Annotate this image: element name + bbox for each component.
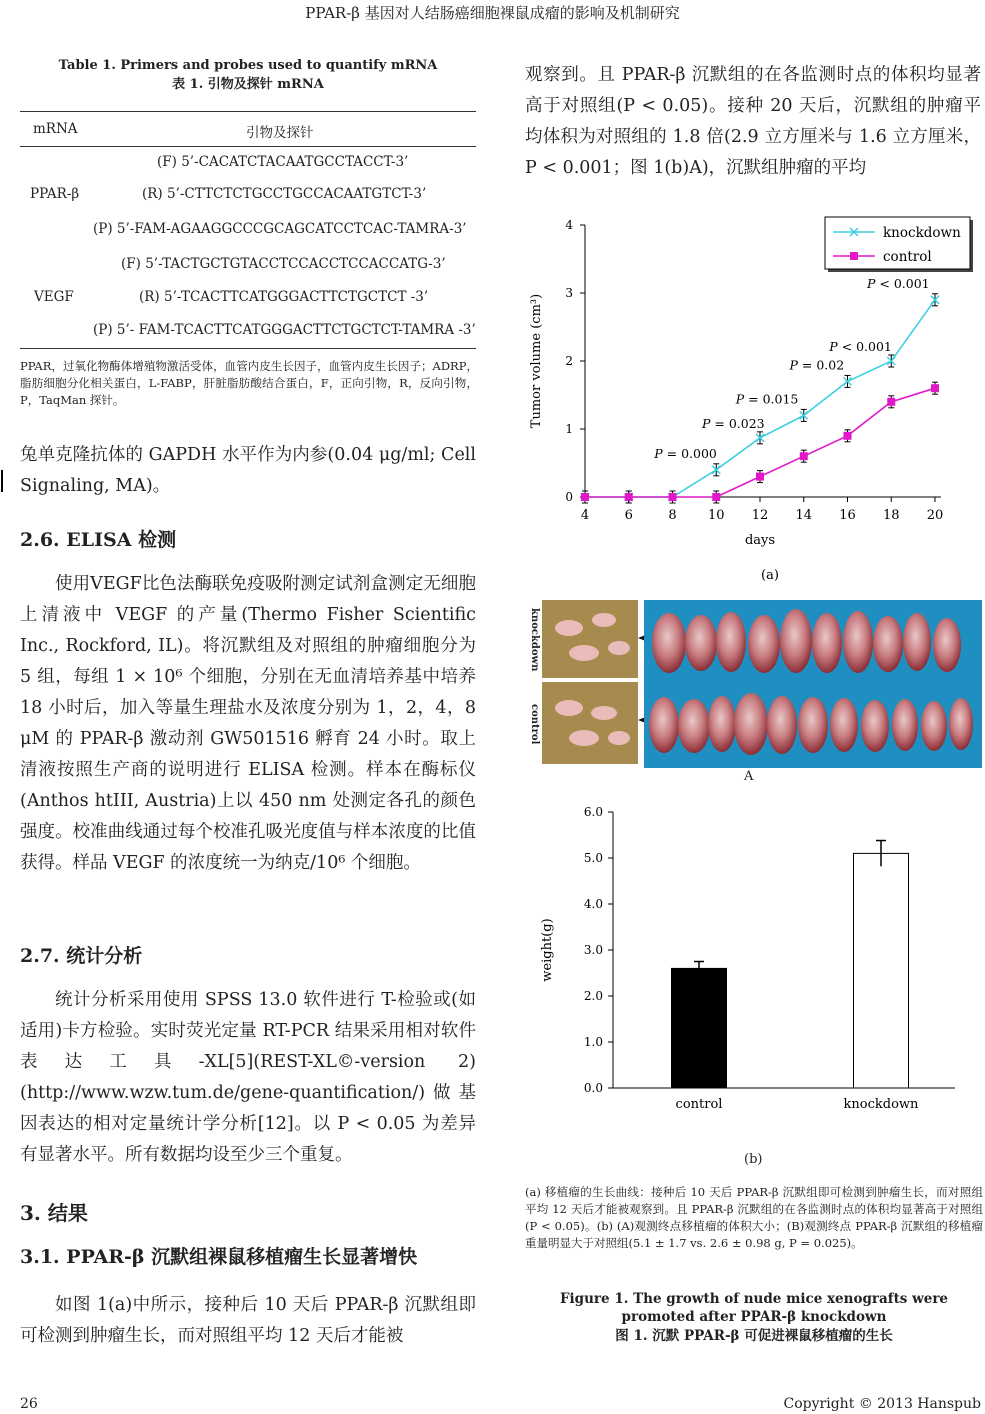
tumor xyxy=(678,699,710,753)
tumor xyxy=(949,698,973,750)
tumor xyxy=(830,698,858,752)
tumor xyxy=(780,609,812,673)
x-category-label: knockdown xyxy=(843,1097,919,1112)
panel-label: (a) xyxy=(761,568,779,583)
data-point-control xyxy=(756,473,764,481)
mice-cage-knockdown xyxy=(542,600,638,678)
tumor xyxy=(892,699,918,751)
x-axis-title: days xyxy=(744,533,776,548)
tumor xyxy=(903,613,931,671)
figure-caption-en: Figure 1. The growth of nude mice xenografts were promoted after PPAR-β knockdown xyxy=(559,1291,949,1325)
photo-label-knockdown: knockdown xyxy=(529,608,540,672)
y-tick-label: 1 xyxy=(565,422,573,436)
tumor xyxy=(798,697,828,753)
y-tick-label: 3 xyxy=(565,286,573,300)
y-tick-label: 5.0 xyxy=(583,851,603,865)
tumor xyxy=(861,700,889,752)
table-cell: (P) 5’-FAM-AGAAGGCCCGCAGCATCCTCAC-TAMRA-3’ xyxy=(93,221,467,237)
tumor xyxy=(716,612,746,672)
x-tick-label: 20 xyxy=(926,508,944,523)
page-number: 26 xyxy=(20,1396,38,1412)
mice-cage-control xyxy=(542,682,638,764)
paragraph-elisa: 使用VEGF比色法酶联免疫吸附测定试剂盒测定无细胞上清液中 VEGF 的产量(Thermo Fisher Scientific Inc., Rockford, IL)。将沉默组及对照组的肿瘤细胞分为 5 组，每组 1 × 10⁶ 个细胞，分别在无血清培养基中培养 18 小时后，加入等量生理盐水及浓度分别为 1，2，4，8 μM 的 PPAR-β 激动剂 GW501516 孵育 24 小时。取上清液按照生产商的说明进行 ELISA 检测。样本在酶标仪(Anthos htIII, Austria)上以 450 nm 处测定各孔的颜色强度。校准曲线通过每个校准孔吸光度值与样本浓度的比值获得。样品 VEGF 的浓度统一为纳克/10⁶ 个细胞。 xyxy=(20,574,476,873)
p-value-annotation: P = 0.023 xyxy=(702,415,765,431)
x-tick-label: 16 xyxy=(839,508,856,523)
legend-label: control xyxy=(883,249,932,265)
table-bottom-rule xyxy=(20,348,476,349)
data-point-control xyxy=(669,493,677,501)
y-tick-label: 6.0 xyxy=(583,805,603,819)
bar-knockdown xyxy=(854,853,909,1088)
data-point-control xyxy=(712,493,720,501)
table-top-rule xyxy=(20,111,476,112)
line-chart-series xyxy=(581,276,939,503)
figure-b-label: (b) xyxy=(744,1152,763,1167)
x-category-label: control xyxy=(675,1097,723,1112)
paragraph-results-cont: 观察到。且 PPAR-β 沉默组的在各监测时点的体积均显著高于对照组(P < 0.05)。接种 20 天后，沉默组的肿瘤平均体积为对照组的 1.8 倍(2.9 立方厘米与 1.6 立方厘米，P < 0.001；图 1(b)A)，沉默组肿瘤的平均 xyxy=(525,65,981,178)
x-tick-label: 14 xyxy=(795,508,813,523)
y-axis-title: Tumor volume (cm³) xyxy=(529,293,544,429)
x-tick-label: 4 xyxy=(580,508,590,523)
table-gene-name: PPAR-β xyxy=(30,186,80,202)
tumor xyxy=(652,613,686,673)
table-header-rule xyxy=(20,146,476,147)
table-cell: (P) 5’- FAM-TCACTTCATGGGACTTCTGCTCT-TAMRA -3’ xyxy=(93,322,476,338)
tumor xyxy=(921,701,947,751)
bar-chart-bars xyxy=(672,841,909,1088)
bar-control xyxy=(672,968,727,1088)
tumor xyxy=(812,613,842,673)
y-tick-label: 0.0 xyxy=(583,1081,603,1095)
table-cell: (F) 5’-CACATCTACAATGCCTACCT-3’ xyxy=(157,154,409,170)
line-chart-legend xyxy=(825,217,973,272)
data-point-control xyxy=(887,398,895,406)
x-tick-label: 18 xyxy=(882,508,900,523)
table-caption-zh: 表 1. 引物及探针 mRNA xyxy=(172,77,324,92)
tumor xyxy=(649,697,679,753)
tumor xyxy=(685,615,717,671)
tumor xyxy=(933,618,961,672)
y-tick-label: 2.0 xyxy=(583,989,603,1003)
table-footnote: PPAR，过氧化物酶体增殖物激活受体，血管内皮生长因子，血管内皮生长因子；ADRP，脂肪细胞分化相关蛋白，L-FABP，肝脏脂肪酸结合蛋白，F，正向引物，R，反向引物，P，TaqMan 探针。 xyxy=(20,359,478,407)
p-value-annotation: P = 0.000 xyxy=(654,445,717,461)
x-tick-label: 6 xyxy=(624,508,633,523)
data-point-control xyxy=(800,452,808,460)
x-tick-label: 10 xyxy=(707,508,725,523)
p-value-annotation: P = 0.015 xyxy=(735,391,799,407)
y-tick-label: 4 xyxy=(565,218,573,232)
tumor xyxy=(708,696,736,752)
table-caption-en: Table 1. Primers and probes used to quantify mRNA xyxy=(58,58,438,73)
section-heading-3: 3. 结果 xyxy=(20,1201,88,1225)
x-tick-label: 12 xyxy=(751,508,769,523)
section-heading-2-6: 2.6. ELISA 检测 xyxy=(20,529,177,551)
photo-panel-label: A xyxy=(744,769,754,784)
data-point-control xyxy=(625,493,633,501)
figure-caption-detail: (a) 移植瘤的生长曲线：接种后 10 天后 PPAR-β 沉默组即可检测到肿瘤生长，而对照组平均 12 天后才能被观察到。且 PPAR-β 沉默组的在各监测时点的体积均显著高于对照组(P < 0.05)。(b) (A)观测终点移植瘤的体积大小；(B)观测终点 PPAR-β 沉默组的移植瘤重量明显大于对照组(5.1 ± 1.7 vs. 2.6 ± 0.98 g, P = 0.025)。 xyxy=(525,1185,983,1250)
y-tick-label: 0 xyxy=(565,490,573,504)
tumor-weight-chart xyxy=(525,795,980,1145)
xenograft-photo-graphic xyxy=(524,598,984,770)
data-point-control xyxy=(581,493,589,501)
tumor xyxy=(748,615,780,673)
paragraph-results: 如图 1(a)中所示，接种后 10 天后 PPAR-β 沉默组即可检测到肿瘤生长，而对照组平均 12 天后才能被 xyxy=(20,1295,476,1346)
photo-label-control: control xyxy=(529,704,540,745)
table-header-mrna: mRNA xyxy=(33,121,78,137)
footer-copyright: Copyright © 2013 Hanspub xyxy=(783,1396,981,1412)
paragraph-gapdh: 兔单克隆抗体的 GAPDH 水平作为内参(0.04 μg/ml; Cell Signaling, MA)。 xyxy=(20,445,476,496)
growth-curve-chart xyxy=(525,210,980,600)
tumor xyxy=(767,696,797,754)
change-bar xyxy=(1,470,3,492)
table-cell: (R) 5’-CTTCTCTGCCTGCCACAATGTCT-3’ xyxy=(142,186,427,202)
p-value-annotation: P < 0.001 xyxy=(829,339,892,354)
y-axis-title: weight(g) xyxy=(540,918,555,982)
tumor xyxy=(734,693,768,755)
y-tick-label: 3.0 xyxy=(583,943,603,957)
y-tick-label: 1.0 xyxy=(583,1035,603,1049)
tumor xyxy=(873,616,903,672)
legend-marker xyxy=(850,252,858,260)
legend-label: knockdown xyxy=(883,225,961,241)
y-tick-label: 4.0 xyxy=(583,897,603,911)
section-heading-3-1: 3.1. PPAR-β 沉默组裸鼠移植瘤生长显著增快 xyxy=(20,1246,418,1268)
table-cell: (R) 5’-TCACTTCATGGGACTTCTGCTCT -3’ xyxy=(139,289,429,305)
table-header-primer: 引物及探针 xyxy=(246,125,314,141)
table-cell: (F) 5’-TACTGCTGTACCTCCACCTCCACCATG-3’ xyxy=(121,256,446,272)
tumor xyxy=(843,611,873,673)
running-header: PPAR-β 基因对人结肠癌细胞裸鼠成瘤的影响及机制研究 xyxy=(305,4,680,22)
table-gene-name: VEGF xyxy=(34,289,74,305)
section-heading-2-7: 2.7. 统计分析 xyxy=(20,945,143,967)
figure-caption-zh: 图 1. 沉默 PPAR-β 可促进裸鼠移植瘤的生长 xyxy=(615,1328,893,1344)
xenograft-photo xyxy=(524,598,984,770)
y-tick-label: 2 xyxy=(565,354,573,368)
p-value-annotation: P = 0.02 xyxy=(789,357,845,373)
data-point-control xyxy=(931,384,939,392)
p-value-annotation: P < 0.001 xyxy=(867,275,930,291)
data-point-control xyxy=(844,432,852,440)
x-tick-label: 8 xyxy=(668,508,677,523)
paragraph-statistics: 统计分析采用使用 SPSS 13.0 软件进行 T-检验或(如适用)卡方检验。实时荧光定量 RT-PCR 结果采用相对软件表达工具-XL[5](REST-XL©-version 2) (http://www.wzw.tum.de/gene-quantification/)做基因表达的相对定量统计学分析[12]。以 P < 0.05 为差异有显著水平。所有数据均设至少三个重复。 xyxy=(20,990,476,1165)
